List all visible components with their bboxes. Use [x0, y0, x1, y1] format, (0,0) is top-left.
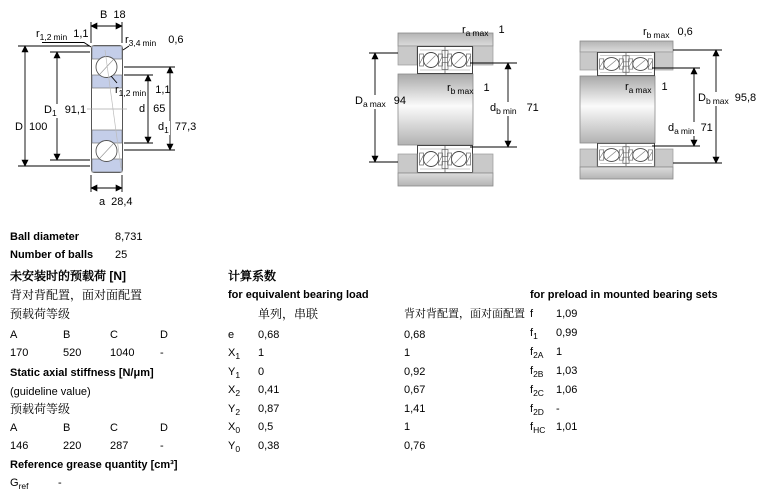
dim-label-Db: $D_b$ $_{max}$ 95,8: [698, 92, 757, 107]
calc-title: 计算系数: [228, 269, 277, 283]
preload-class-label: 预载荷等级: [10, 307, 71, 321]
bearing-cross-section: [86, 46, 127, 173]
dim-label-rb-right: $r_b$ $_{max}$ 0,6: [643, 26, 693, 41]
dim-label-Da: $D_a$ $_{max}$ 94: [355, 95, 406, 110]
mounting-diagram-back-to-back: [398, 33, 493, 186]
preload-unmounted-subtitle: 背对背配置，面对面配置: [10, 288, 143, 302]
stiffness-title: Static axial stiffness [N/μm]: [10, 367, 154, 379]
dim-label-B: B 18: [100, 9, 126, 21]
grease-title: Reference grease quantity [cm³]: [10, 459, 178, 471]
mounting-diagram-face-to-face: [580, 41, 673, 179]
preload-factors-title: for preload in mounted bearing sets: [530, 289, 718, 301]
stiffness-subtitle: (guideline value): [10, 386, 91, 398]
dim-label-a: a 28,4: [99, 196, 133, 208]
preload-unmounted-title: 未安装时的预载荷 [N]: [10, 269, 126, 283]
dim-label-r34: $r_{3,4}$ $_{min}$ 0,6: [125, 34, 184, 49]
dim-label-r12-top: $r_{1,2}$ $_{min}$ 1,1: [36, 28, 89, 43]
calc-subtitle: for equivalent bearing load: [228, 289, 369, 301]
dim-label-da: $d_a$ $_{min}$ 71: [668, 122, 713, 137]
dim-label-ra-right: $r_a$ $_{max}$ 1: [625, 81, 668, 96]
dim-label-d1: $d_1$ 77,3: [158, 121, 197, 136]
stiffness-class-label: 预载荷等级: [10, 402, 71, 416]
dim-label-D1: $D_1$ 91,1: [44, 104, 87, 119]
dim-label-ra-mid: $r_a$ $_{max}$ 1: [462, 24, 505, 39]
dim-label-D: D 100: [15, 121, 48, 133]
dim-label-d: d 65: [139, 103, 166, 115]
bearing-datasheet-page: B 18 $r_{1,2}$ $_{min}$ 1,1 $r_{3,4}$ $_{min}$ 0,6 $r_{1,2}$ $_{min}$ 1,1 $D_1$ 91,1 D 100 d 65 $d_1$ 77,3 a 28,4 $r_a$ $_{max}$ 1 $r_b$ $_{max}$ 1 $D_a$ $_{max}$ 94 $d_b$ $_{min}$ 71 $r_b$ $_{max}$ 0,6 $r_a$ $_{max}$ 1 $D_b$ $_{max}$ 95,8 $d_a$ $_{min}$ 71 Ball diameter 8,731 Number of balls 25 未安装时的预载荷 [N] 背对背配置，面对面配置 预载荷等级 A B C D 170 520 1040 - Static axial stiffness [N/μm] (guideline value) 预载荷等级 A B C D 146 220 287 - Reference grease quantity [cm³] $G_{ref}$ - 计算系数 for equivalent bearing load 单列，串联 背对背配置，面对面配置 e 0,68 0,68 $X_1$ 1 1 $Y_1$ 0 0,92 $X_2$ 0,41 0,67 $Y_2$ 0,87 1,41 $X_0$ 0,5 1 $Y_0$ 0,38 0,76 for preload in mounted bearing sets f 1,09 $f_1$ 0,99 $f_{2A}$ 1 $f_{2B}$ 1,03 $f_{2C}$ 1,06 $f_{2D}$ - $f_{HC}$ 1,01: [0, 0, 769, 494]
dim-label-r12-mid: $r_{1,2}$ $_{min}$ 1,1: [115, 84, 171, 99]
dim-label-rb-mid: $r_b$ $_{max}$ 1: [447, 82, 490, 97]
dim-label-db: $d_b$ $_{min}$ 71: [490, 102, 539, 117]
